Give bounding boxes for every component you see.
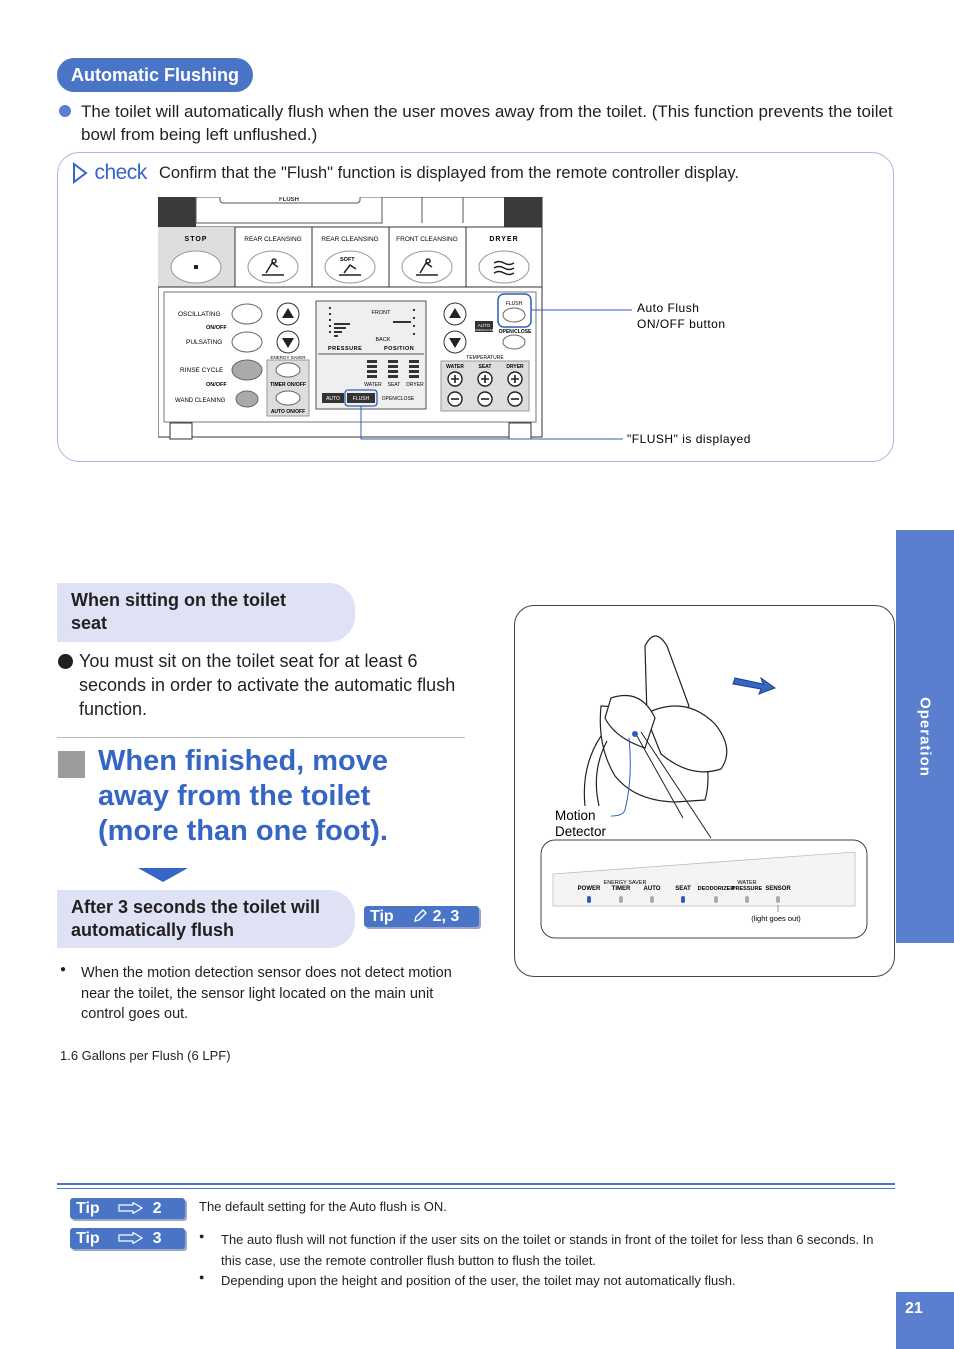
position-down-button	[277, 331, 299, 353]
tip-reference-badge	[364, 906, 479, 927]
open-close-button	[503, 335, 525, 349]
sitting-heading-line2: seat	[71, 613, 108, 633]
sitting-heading-line1: When sitting on the toilet	[71, 590, 286, 610]
auto-button-label: AUTO	[477, 323, 491, 328]
timer-label: TIMER	[611, 886, 631, 892]
tip-3-label: Tip	[76, 1230, 100, 1247]
pressure-light	[745, 896, 749, 903]
auto-label: AUTO	[643, 886, 661, 892]
power-light	[587, 896, 591, 903]
rear-cleansing-soft-label: REAR CLEANSING	[321, 236, 379, 243]
finished-heading	[98, 744, 388, 849]
timer-light	[619, 896, 623, 903]
dryer-button	[479, 251, 529, 283]
pulsating-button	[232, 332, 262, 352]
dryer-label: DRYER	[489, 236, 519, 243]
stop-button	[171, 251, 221, 283]
tip-3-number: 3	[152, 1230, 162, 1247]
soft-label: SOFT	[340, 257, 355, 263]
front-cleansing-button	[402, 251, 452, 283]
open-close-label: OPEN/CLOSE	[498, 329, 532, 335]
tip-refs: 2, 3	[432, 908, 460, 925]
remote-controller-diagram	[158, 197, 798, 452]
light-goes-out-note: (light goes out)	[751, 914, 801, 923]
water-caption: WATER	[737, 880, 757, 886]
page-number: 21	[905, 1300, 923, 1317]
flush-button-label: FLUSH	[505, 301, 523, 307]
motion-label-1: Motion	[555, 808, 596, 823]
section-heading-automatic-flushing: Automatic Flushing	[57, 58, 253, 92]
after-heading-line2: automatically flush	[71, 920, 235, 940]
check-instruction: Confirm that the "Flush" function is displayed from the remote controller display.	[159, 164, 739, 182]
auto-onoff-label: AUTO ON/OFF	[270, 409, 306, 415]
temp-water-label: WATER	[446, 364, 464, 370]
tips-rule-thick	[57, 1183, 895, 1185]
tip-3-bullet-icon: ●	[199, 1231, 205, 1241]
tip-3-badge	[70, 1228, 185, 1249]
seat-label: SEAT	[675, 886, 691, 892]
pencil-icon	[412, 908, 428, 924]
temp-dryer-label: DRYER	[506, 364, 524, 370]
display-dryer-label: DRYER	[406, 382, 424, 388]
move-away-arrow-icon	[733, 678, 775, 694]
tip-3-item-2: Depending upon the height and position of the user, the toilet may not automatically flush.	[221, 1273, 736, 1288]
motion-label-2: Detector	[555, 824, 607, 839]
down-arrow-icon	[138, 868, 188, 882]
sensor-label: SENSOR	[765, 886, 791, 892]
rinse-cycle-label: RINSE CYCLE	[180, 367, 224, 374]
rear-cleansing-label: REAR CLEANSING	[244, 236, 302, 243]
finished-line2: away from the toilet	[98, 780, 371, 812]
oscillating-button	[232, 304, 262, 324]
wand-cleaning-label: WAND CLEANING	[175, 398, 226, 404]
remote-top-label: FLUSH	[279, 197, 299, 203]
rear-cleansing-button	[248, 251, 298, 283]
energy-saver-label: ENERGY SAVER	[270, 355, 306, 360]
energy-saver-caption: ENERGY SAVER	[603, 880, 647, 886]
finished-line3: (more than one foot).	[98, 815, 388, 847]
check-word: check	[94, 161, 147, 184]
display-seat-label: SEAT	[387, 382, 401, 388]
after-bullet-icon: ●	[60, 964, 67, 975]
deodorizer-label: DEODORIZER	[697, 886, 735, 892]
temperature-label: TEMPERATURE	[466, 355, 504, 361]
wand-cleaning-button	[236, 391, 258, 407]
after-heading	[57, 890, 355, 948]
display-flush-label: FLUSH	[352, 396, 370, 402]
tip-2-badge	[70, 1198, 185, 1219]
pulsating-label: PULSATING	[186, 339, 223, 346]
tip-3-bullet-icon-2: ●	[199, 1272, 205, 1282]
display-auto-label: AUTO	[326, 396, 340, 402]
tip-2-arrow-icon	[118, 1202, 144, 1214]
temp-seat-label: SEAT	[478, 364, 492, 370]
check-label	[72, 162, 147, 186]
sitting-description: You must sit on the toilet seat for at least 6 seconds in order to activate the automatic flush function.	[79, 651, 456, 719]
rinse-onoff-label: ON/OFF	[206, 382, 227, 388]
position-up-button	[277, 303, 299, 325]
auto-light	[650, 896, 654, 903]
check-triangle-icon	[72, 162, 90, 184]
page-number-box	[896, 1292, 954, 1349]
callout-flush-displayed: "FLUSH" is displayed	[627, 432, 751, 446]
toilet-illustration	[514, 605, 895, 977]
auto-onoff-button	[276, 391, 300, 405]
callout-auto-flush-2: ON/OFF button	[637, 317, 726, 331]
finished-line1: When finished, move	[98, 745, 389, 777]
tips-rule-thin	[57, 1188, 895, 1189]
seat-light	[681, 896, 685, 903]
timer-onoff-label: TIMER ON/OFF	[270, 382, 306, 388]
power-label: POWER	[577, 886, 601, 892]
sensor-light	[776, 896, 780, 903]
step-square-icon	[58, 751, 85, 778]
tip-3-item-1: The auto flush will not function if the user sits on the toilet or stands in front of the toilet for less than 6 seconds. In this case, use the remote controller flush button to flush the toilet.	[221, 1232, 874, 1268]
side-tab-operation	[896, 530, 954, 943]
sitting-heading	[57, 583, 355, 642]
sitting-bullet-icon	[58, 654, 73, 669]
tip-2-text: The default setting for the Auto flush is ON.	[199, 1199, 447, 1214]
rinse-cycle-button	[232, 360, 262, 380]
auto-flush-button	[503, 308, 525, 322]
right-up-button	[444, 303, 466, 325]
gallons-note: 1.6 Gallons per Flush (6 LPF)	[60, 1048, 231, 1063]
bullet-icon	[59, 104, 71, 122]
timer-button	[276, 363, 300, 377]
right-down-button	[444, 331, 466, 353]
display-back-label: BACK	[375, 337, 391, 343]
divider	[57, 737, 465, 738]
display-position-label: POSITION	[384, 346, 415, 352]
after-description: When the motion detection sensor does not detect motion near the toilet, the sensor light located on the main unit control goes out.	[81, 965, 452, 1022]
pressure-label: PRESSURE	[731, 886, 763, 892]
display-pressure-label: PRESSURE	[328, 346, 363, 352]
after-heading-line1: After 3 seconds the toilet will	[71, 897, 321, 917]
stop-label: STOP	[184, 236, 208, 243]
auto-button-sublabel: OPEN/CLOSE	[474, 328, 494, 332]
tip-label: Tip	[370, 908, 394, 925]
auto-flush-description: The toilet will automatically flush when the user moves away from the toilet. (This function prevents the toilet bowl from being left unflushed.)	[81, 102, 893, 144]
display-water-label: WATER	[364, 382, 382, 388]
callout-auto-flush-1: Auto Flush	[637, 301, 700, 315]
side-tab-label: Operation	[916, 697, 934, 777]
front-cleansing-label: FRONT CLEANSING	[396, 236, 458, 243]
rear-cleansing-soft-button	[325, 251, 375, 283]
deodorizer-light	[714, 896, 718, 903]
tip-2-number: 2	[152, 1200, 162, 1217]
oscillating-label: OSCILLATING	[178, 311, 221, 318]
oscillating-onoff-label: ON/OFF	[206, 325, 227, 331]
display-front-label: FRONT	[371, 310, 391, 316]
display-open-close-label: OPEN/CLOSE	[381, 396, 415, 402]
tip-2-label: Tip	[76, 1200, 100, 1217]
tip-3-arrow-icon	[118, 1232, 144, 1244]
